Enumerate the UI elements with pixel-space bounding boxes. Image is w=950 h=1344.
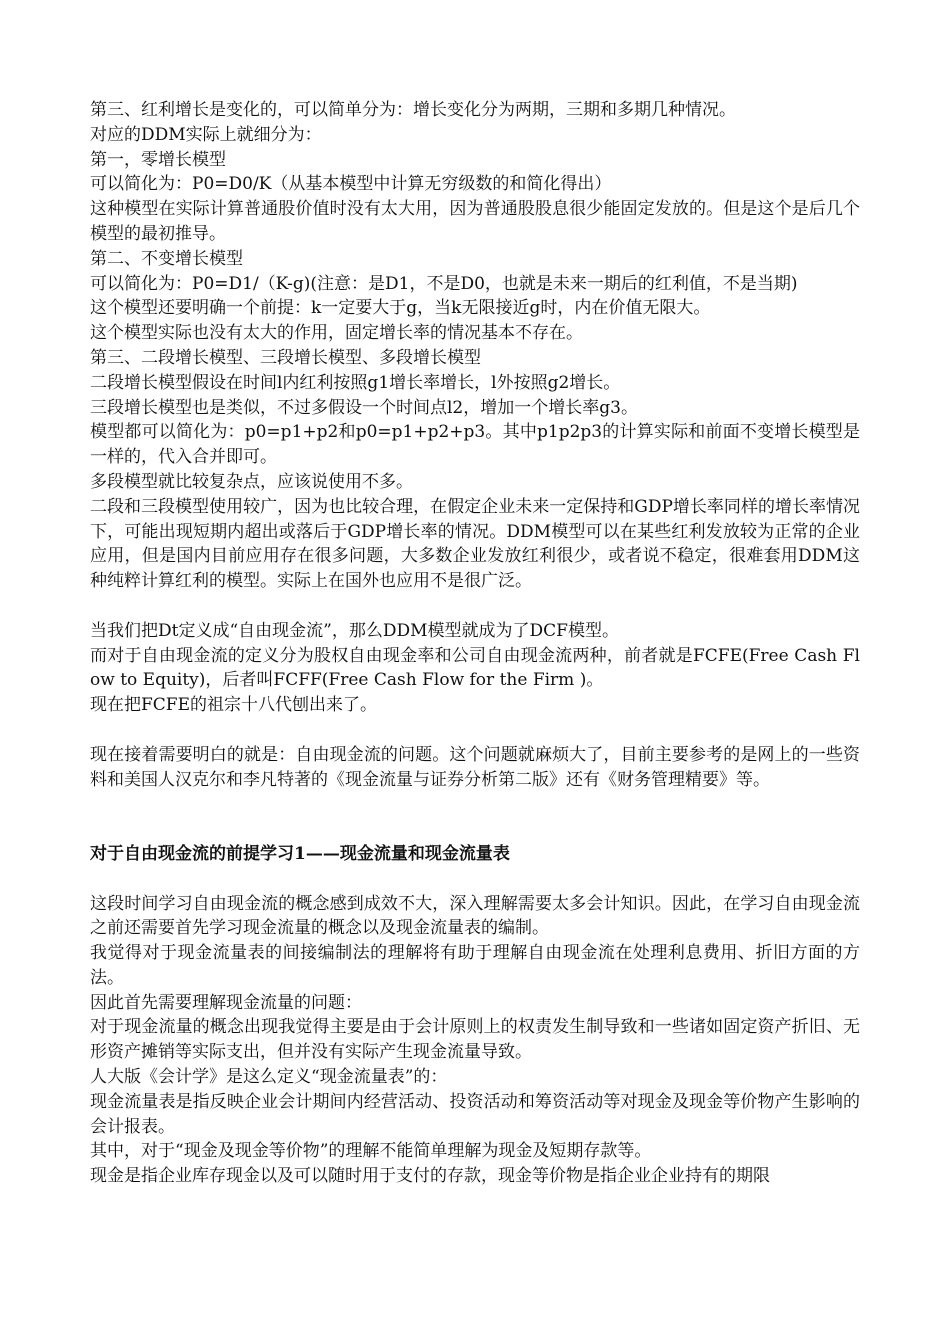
paragraph: 而对于自由现金流的定义分为股权自由现金率和公司自由现金流两种，前者就是FCFE(Free Cash Flow to Equity)，后者叫FCFF(Free Cash Flow for the Firm )。 <box>90 645 860 691</box>
free-cash-flow-section <box>90 743 860 793</box>
dcf-section <box>90 619 860 718</box>
paragraph: 这个模型还要明确一个前提：k一定要大于g，当k无限接近g时，内在价值无限大。 <box>90 298 711 319</box>
cash-flow-statement-section <box>90 892 860 1190</box>
blank-line <box>90 594 860 619</box>
paragraph: 现金是指企业库存现金以及可以随时用于支付的存款，现金等价物是指企业企业持有的期限 <box>90 1166 770 1187</box>
paragraph: 对应的DDM实际上就细分为： <box>90 124 322 145</box>
paragraph: 当我们把Dt定义成“自由现金流”，那么DDM模型就成为了DCF模型。 <box>90 620 619 641</box>
paragraph: 对于现金流量的概念出现我觉得主要是由于会计原则上的权责发生制导致和一些诸如固定资产折旧、无形资产摊销等实际支出，但并没有实际产生现金流量导致。 <box>90 1017 860 1063</box>
paragraph: 现金流量表是指反映企业会计期间内经营活动、投资活动和筹资活动等对现金及现金等价物产生影响的会计报表。 <box>90 1091 860 1137</box>
blank-line <box>90 792 860 842</box>
paragraph: 三段增长模型也是类似，不过多假设一个时间点l2，增加一个增长率g3。 <box>90 397 638 418</box>
section-heading: 对于自由现金流的前提学习1——现金流量和现金流量表 <box>90 843 510 864</box>
paragraph: 二段增长模型假设在时间l内红利按照g1增长率增长，l外按照g2增长。 <box>90 372 621 393</box>
paragraph: 因此首先需要理解现金流量的问题： <box>90 992 362 1013</box>
paragraph: 第二、不变增长模型 <box>90 248 243 269</box>
paragraph: 我觉得对于现金流量表的间接编制法的理解将有助于理解自由现金流在处理利息费用、折旧方面的方法。 <box>90 943 860 988</box>
paragraph: 第一，零增长模型 <box>90 149 226 170</box>
paragraph: 这个模型实际也没有太大的作用，固定增长率的情况基本不存在。 <box>90 323 583 344</box>
paragraph: 可以简化为：P0=D1/（K-g)(注意：是D1，不是D0，也就是未来一期后的红利值，不是当期) <box>90 273 798 294</box>
paragraph: 第三、红利增长是变化的，可以简单分为：增长变化分为两期，三期和多期几种情况。 <box>90 100 736 120</box>
blank-line <box>90 867 860 892</box>
blank-line <box>90 718 860 743</box>
paragraph: 这种模型在实际计算普通股价值时没有太大用，因为普通股股息很少能固定发放的。但是这个是后几个模型的最初推导。 <box>90 199 860 244</box>
paragraph: 多段模型就比较复杂点，应该说使用不多。 <box>90 471 413 492</box>
ddm-model-section <box>90 98 860 594</box>
paragraph: 其中，对于“现金及现金等价物”的理解不能简单理解为现金及短期存款等。 <box>90 1141 652 1162</box>
document-page <box>90 98 860 1189</box>
paragraph: 现在把FCFE的祖宗十八代刨出来了。 <box>90 695 378 716</box>
paragraph: 第三、二段增长模型、三段增长模型、多段增长模型 <box>90 347 481 368</box>
paragraph: 人大版《会计学》是这么定义“现金流量表”的： <box>90 1067 448 1088</box>
paragraph: 二段和三段模型使用较广，因为也比较合理，在假定企业未来一定保持和GDP增长率同样的增长率情况下，可能出现短期内超出或落后于GDP增长率的情况。DDM模型可以在某些红利发放较为正常的企业应用，但是国内目前应用存在很多问题，大多数企业发放红利很少，或者说不稳定，很难套用DDM这种纯粹计算红利的模型。实际上在国外也应用不是很广泛。 <box>90 496 860 592</box>
paragraph: 现在接着需要明白的就是：自由现金流的问题。这个问题就麻烦大了，目前主要参考的是网上的一些资料和美国人汉克尔和李凡特著的《现金流量与证券分析第二版》还有《财务管理精要》等。 <box>90 744 860 790</box>
paragraph: 这段时间学习自由现金流的概念感到成效不大，深入理解需要太多会计知识。因此，在学习自由现金流之前还需要首先学习现金流量的概念以及现金流量表的编制。 <box>90 893 860 939</box>
paragraph: 可以简化为：P0=D0/K（从基本模型中计算无穷级数的和简化得出） <box>90 174 612 195</box>
paragraph: 模型都可以简化为：p0=p1+p2和p0=p1+p2+p3。其中p1p2p3的计算实际和前面不变增长模型是一样的，代入合并即可。 <box>90 422 860 468</box>
